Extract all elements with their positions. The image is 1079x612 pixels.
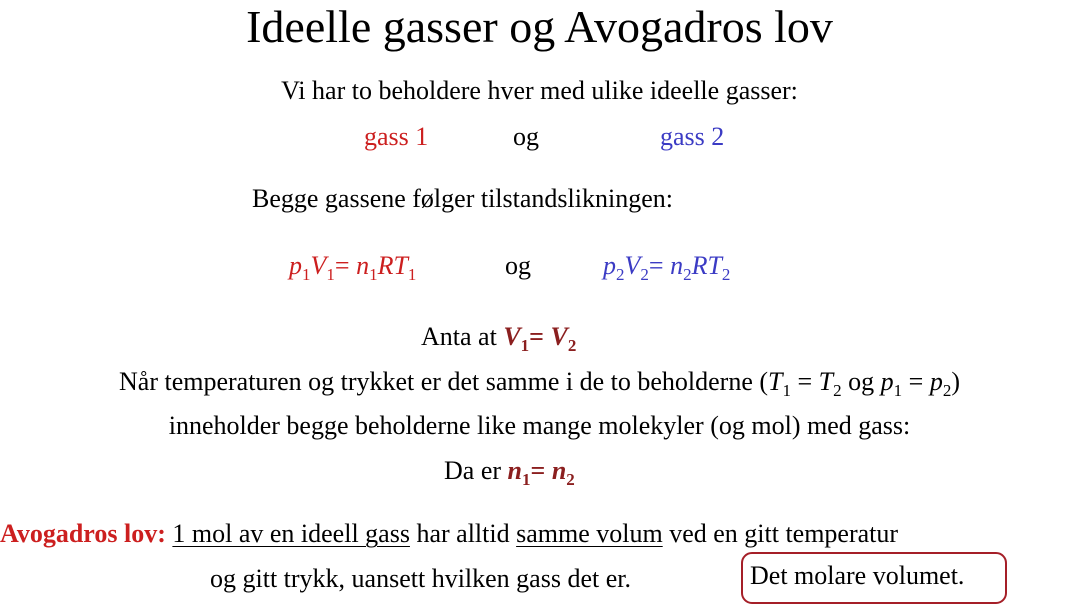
assumption-line: Anta at $V_1= V_2$ xyxy=(421,322,577,355)
avogadro-law-label: Avogadros lov: xyxy=(0,519,166,548)
equation-og: og xyxy=(505,251,531,280)
page-title: Ideelle gasser og Avogadros lov xyxy=(246,1,833,52)
molar-volume-text: Det molare volumet. xyxy=(750,561,965,590)
gas-1-label: gass 1 xyxy=(364,122,429,151)
equation-gas-2: $p_2V_2= n_2RT_2$ xyxy=(603,251,731,284)
contains-line: inneholder begge beholderne like mange molekyler (og mol) med gass: xyxy=(168,411,911,440)
condition-line: Når temperaturen og trykket er det samme i de to beholderne ($T_1 = T_2$ og $p_1 = p_2$) xyxy=(119,367,960,400)
gas-2-label: gass 2 xyxy=(660,122,725,151)
intro-text: Vi har to beholdere hver med ulike ideelle gasser: xyxy=(281,76,798,105)
conclusion-line: Da er $n_1= n_2$ xyxy=(444,456,575,489)
avogadro-law-line-2: og gitt trykk, uansett hvilken gass det er. xyxy=(210,564,631,593)
equation-gas-1: $p_1V_1= n_1RT_1$ xyxy=(289,251,417,284)
gas-og-label: og xyxy=(513,122,539,151)
avogadro-law-line: Avogadros lov: 1 mol av en ideell gass har alltid samme volum ved en gitt temperatur xyxy=(0,519,899,548)
state-equation-intro: Begge gassene følger tilstandslikningen: xyxy=(252,184,673,213)
